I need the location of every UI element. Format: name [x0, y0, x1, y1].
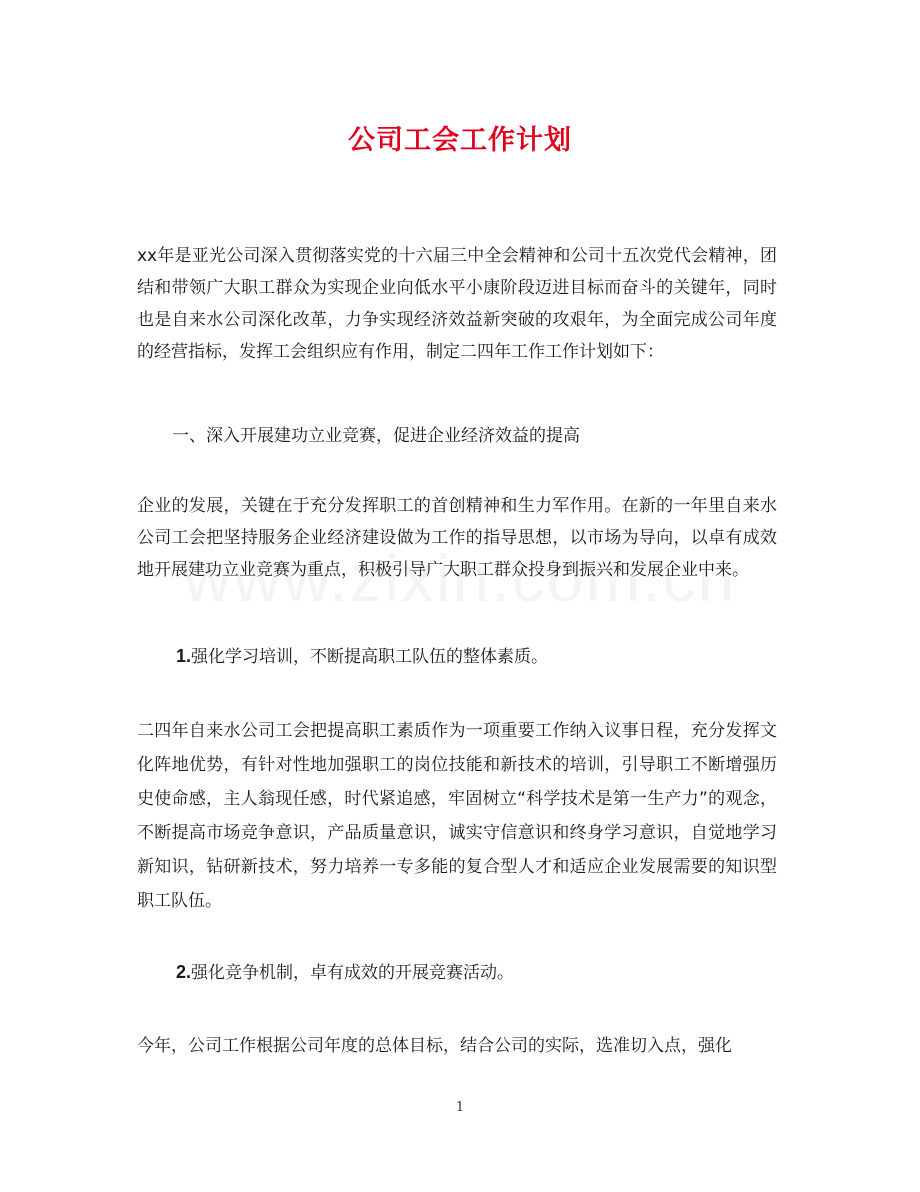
item-2-paragraph: 今年，公司工作根据公司年度的总体目标，结合公司的实际，选准切入点，强化	[137, 1036, 732, 1056]
item-1-paragraph: 二四年自来水公司工会把提高职工素质作为一项重要工作纳入议事日程，充分发挥文化阵地优势，有针对性地加强职工的岗位技能和新技术的培训，引导职工不断增强历史使命感，主人翁现任感，时代紧追感，牢固树立“科学技术是第一生产力”的观念，不断提高市场竞争意识，产品质量意识，诚实守信意识和终身学习意识，自觉地学习新知识，钻研新技术，努力培养一专多能的复合型人才和适应企业发展需要的知识型职工队伍。	[137, 721, 777, 911]
item-1-number: 1.	[176, 646, 192, 666]
item-2-number: 2.	[176, 962, 192, 982]
item-2-heading-text: 强化竞争机制，卓有成效的开展竞赛活动。	[191, 963, 515, 983]
item-1-heading	[176, 640, 548, 673]
section-1-heading: 一、深入开展建功立业竞赛，促进企业经济效益的提高	[172, 426, 580, 446]
item-2-heading	[176, 956, 514, 989]
document-title: 公司工会工作计划	[348, 125, 572, 156]
intro-paragraph: xx年是亚光公司深入贯彻落实党的十六届三中全会精神和公司十五次党代会精神，团结和带领广大职工群众为实现企业向低水平小康阶段迈进目标而奋斗的关键年，同时也是自来水公司深化改革，力争实现经济效益新突破的攻艰年，为全面完成公司年度的经营指标，发挥工会组织应有作用，制定二四年工作工作计划如下：	[137, 246, 777, 362]
item-1-heading-text: 强化学习培训，不断提高职工队伍的整体素质。	[191, 647, 549, 667]
section-1-paragraph: 企业的发展，关键在于充分发挥职工的首创精神和生力军作用。在新的一年里自来水公司工会把坚持服务企业经济建设做为工作的指导思想，以市场为导向，以卓有成效地开展建功立业竞赛为重点，积极引导广大职工群众投身到振兴和发展企业中来。	[137, 496, 777, 580]
page-number: 1	[455, 1100, 465, 1115]
